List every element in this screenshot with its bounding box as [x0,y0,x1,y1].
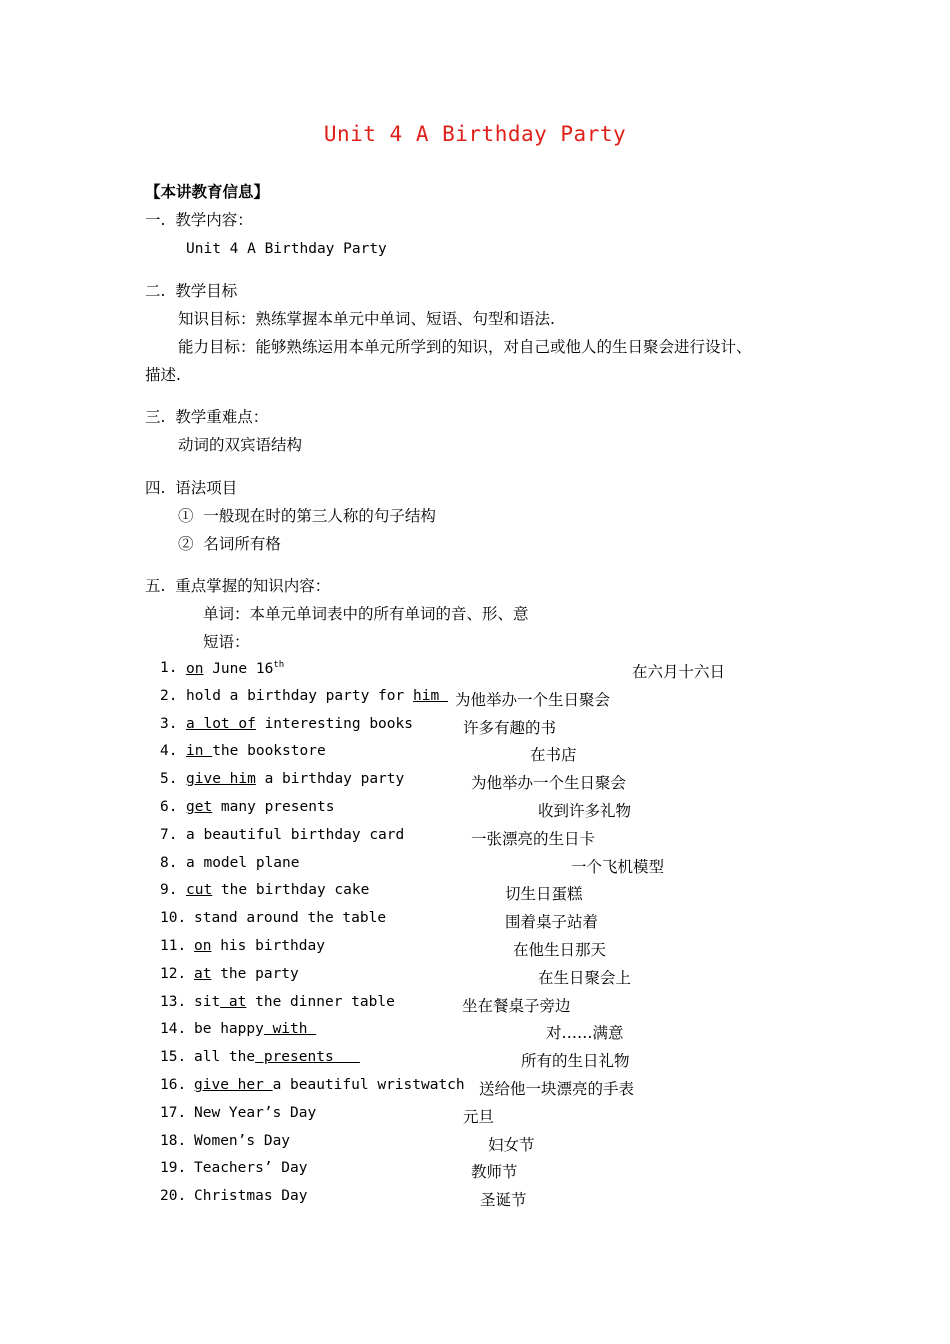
phrase-number: 2. [160,687,178,704]
knowledge-goal: 知识目标：熟练掌握本单元中单词、短语、句型和语法. [178,310,555,328]
section-1-body: Unit 4 A Birthday Party [186,241,387,257]
phrase-chinese: 在他生日那天 [513,941,607,959]
phrase-row [0,1160,950,1182]
phrase-english: at the party [194,965,299,982]
phrase-row [0,771,950,793]
phrase-row [0,938,950,960]
phrase-chinese: 元旦 [463,1107,495,1126]
phrases-label: 短语： [203,633,250,651]
phrase-number: 16. [160,1077,187,1093]
phrase-row [0,1188,950,1210]
phrase-number: 20. [160,1188,187,1205]
phrase-chinese: 收到许多礼物 [538,802,632,820]
phrase-row [0,1105,950,1127]
phrase-english: a lot of interesting books [186,715,413,732]
phrase-underlined-word: presents [255,1049,360,1066]
phrase-number: 4. [160,743,178,760]
phrase-chinese: 许多有趣的书 [463,718,557,737]
phrase-english: a beautiful birthday card [186,826,405,843]
phrase-underlined-word: at [220,993,247,1010]
words-line: 单词：本单元单词表中的所有单词的音、形、意 [203,605,529,623]
ability-goal-continued: 描述. [145,366,181,384]
phrase-row [0,799,950,821]
phrase-chinese: 为他举办一个生日聚会 [455,690,611,709]
info-header: 【本讲教育信息】 [145,182,270,201]
phrase-chinese: 送给他一块漂亮的手表 [479,1080,635,1098]
phrase-english: New Year’s Day [194,1104,317,1121]
phrase-chinese: 所有的生日礼物 [521,1052,630,1071]
phrase-chinese: 切生日蛋糕 [505,885,583,904]
phrase-row [0,855,950,877]
phrase-english: on his birthday [194,938,325,954]
section-2-heading: 二. 教学目标 [145,282,238,300]
phrase-underlined-word: on [194,938,212,954]
phrase-number: 3. [160,715,178,732]
phrase-chinese: 对……满意 [546,1024,624,1043]
phrase-english: on June 16th [186,660,285,677]
phrase-underlined-word: cut [186,882,213,899]
section-3-body: 动词的双宾语结构 [178,436,303,454]
section-4-heading: 四. 语法项目 [145,479,238,497]
phrase-row [0,716,950,738]
section-1-heading: 一. 教学内容： [145,211,253,229]
phrase-row [0,1077,950,1099]
phrase-row [0,910,950,932]
ability-goal: 能力目标：能够熟练运用本单元所学到的知识，对自己或他人的生日聚会进行设计、 [178,338,752,356]
phrase-row [0,1133,950,1155]
phrase-row [0,1049,950,1071]
phrase-number: 17. [160,1104,187,1121]
phrase-chinese: 为他举办一个生日聚会 [471,774,627,793]
phrase-chinese: 在六月十六日 [632,663,726,681]
phrase-english: give him a birthday party [186,771,405,788]
phrase-row [0,994,950,1016]
phrase-underlined-word: with [263,1021,317,1038]
phrase-english: get many presents [186,799,335,815]
phrase-row [0,882,950,904]
phrase-number: 6. [160,799,178,815]
phrase-underlined-word: him [412,687,448,704]
phrase-english: Women’s Day [194,1132,291,1149]
phrase-english: a model plane [186,854,300,871]
phrase-number: 7. [160,826,178,843]
phrase-number: 18. [160,1132,187,1149]
phrase-row [0,743,950,765]
phrase-underlined-word: give her [194,1077,273,1093]
phrase-english: hold a birthday party for him [186,687,448,704]
phrase-number: 13. [160,993,187,1010]
grammar-item-1: ① 一般现在时的第三人称的句子结构 [178,507,436,525]
phrase-chinese: 圣诞节 [480,1191,527,1210]
page-title: Unit 4 A Birthday Party [323,122,627,146]
phrase-english: give her a beautiful wristwatch [194,1077,465,1093]
phrase-chinese: 教师节 [471,1163,518,1182]
phrase-number: 14. [160,1021,187,1038]
grammar-item-2: ② 名词所有格 [178,535,281,553]
phrase-underlined-word: on [186,660,204,677]
phrase-number: 8. [160,854,178,871]
phrase-row [0,1021,950,1043]
phrase-english: Teachers’ Day [194,1160,308,1177]
phrase-chinese: 妇女节 [488,1135,535,1154]
phrase-underlined-word: give him [186,771,256,788]
phrase-chinese: 在生日聚会上 [538,968,632,987]
phrase-english: stand around the table [194,910,387,927]
phrase-row [0,966,950,988]
phrase-underlined-word: a lot of [186,715,256,732]
phrase-english: cut the birthday cake [186,882,370,899]
phrase-underlined-word: at [194,965,212,982]
phrase-number: 9. [160,882,178,899]
phrase-number: 11. [160,938,187,954]
phrase-row [0,660,950,682]
phrase-english: Christmas Day [194,1188,308,1205]
phrase-chinese: 坐在餐桌子旁边 [462,996,571,1015]
phrase-chinese: 一张漂亮的生日卡 [471,829,596,848]
phrase-english: all the presents [194,1049,360,1066]
section-3-heading: 三. 教学重难点： [145,408,269,426]
phrase-english: in the bookstore [186,743,326,760]
phrase-number: 12. [160,965,187,982]
phrase-number: 1. [160,660,178,676]
phrase-number: 10. [160,910,187,927]
phrase-chinese: 围着桌子站着 [505,913,599,932]
phrase-number: 15. [160,1049,187,1066]
phrase-english: be happy with [194,1021,317,1038]
phrase-chinese: 在书店 [530,746,577,765]
phrase-row [0,827,950,849]
phrase-english: sit at the dinner table [194,993,395,1010]
phrase-underlined-word: in [186,743,213,760]
phrase-underlined-word: get [186,799,213,815]
phrase-row [0,688,950,710]
ordinal-suffix: th [273,660,285,670]
phrase-number: 19. [160,1160,187,1177]
phrase-number: 5. [160,771,178,788]
phrase-chinese: 一个飞机模型 [571,857,665,876]
section-5-heading: 五. 重点掌握的知识内容： [145,577,331,595]
